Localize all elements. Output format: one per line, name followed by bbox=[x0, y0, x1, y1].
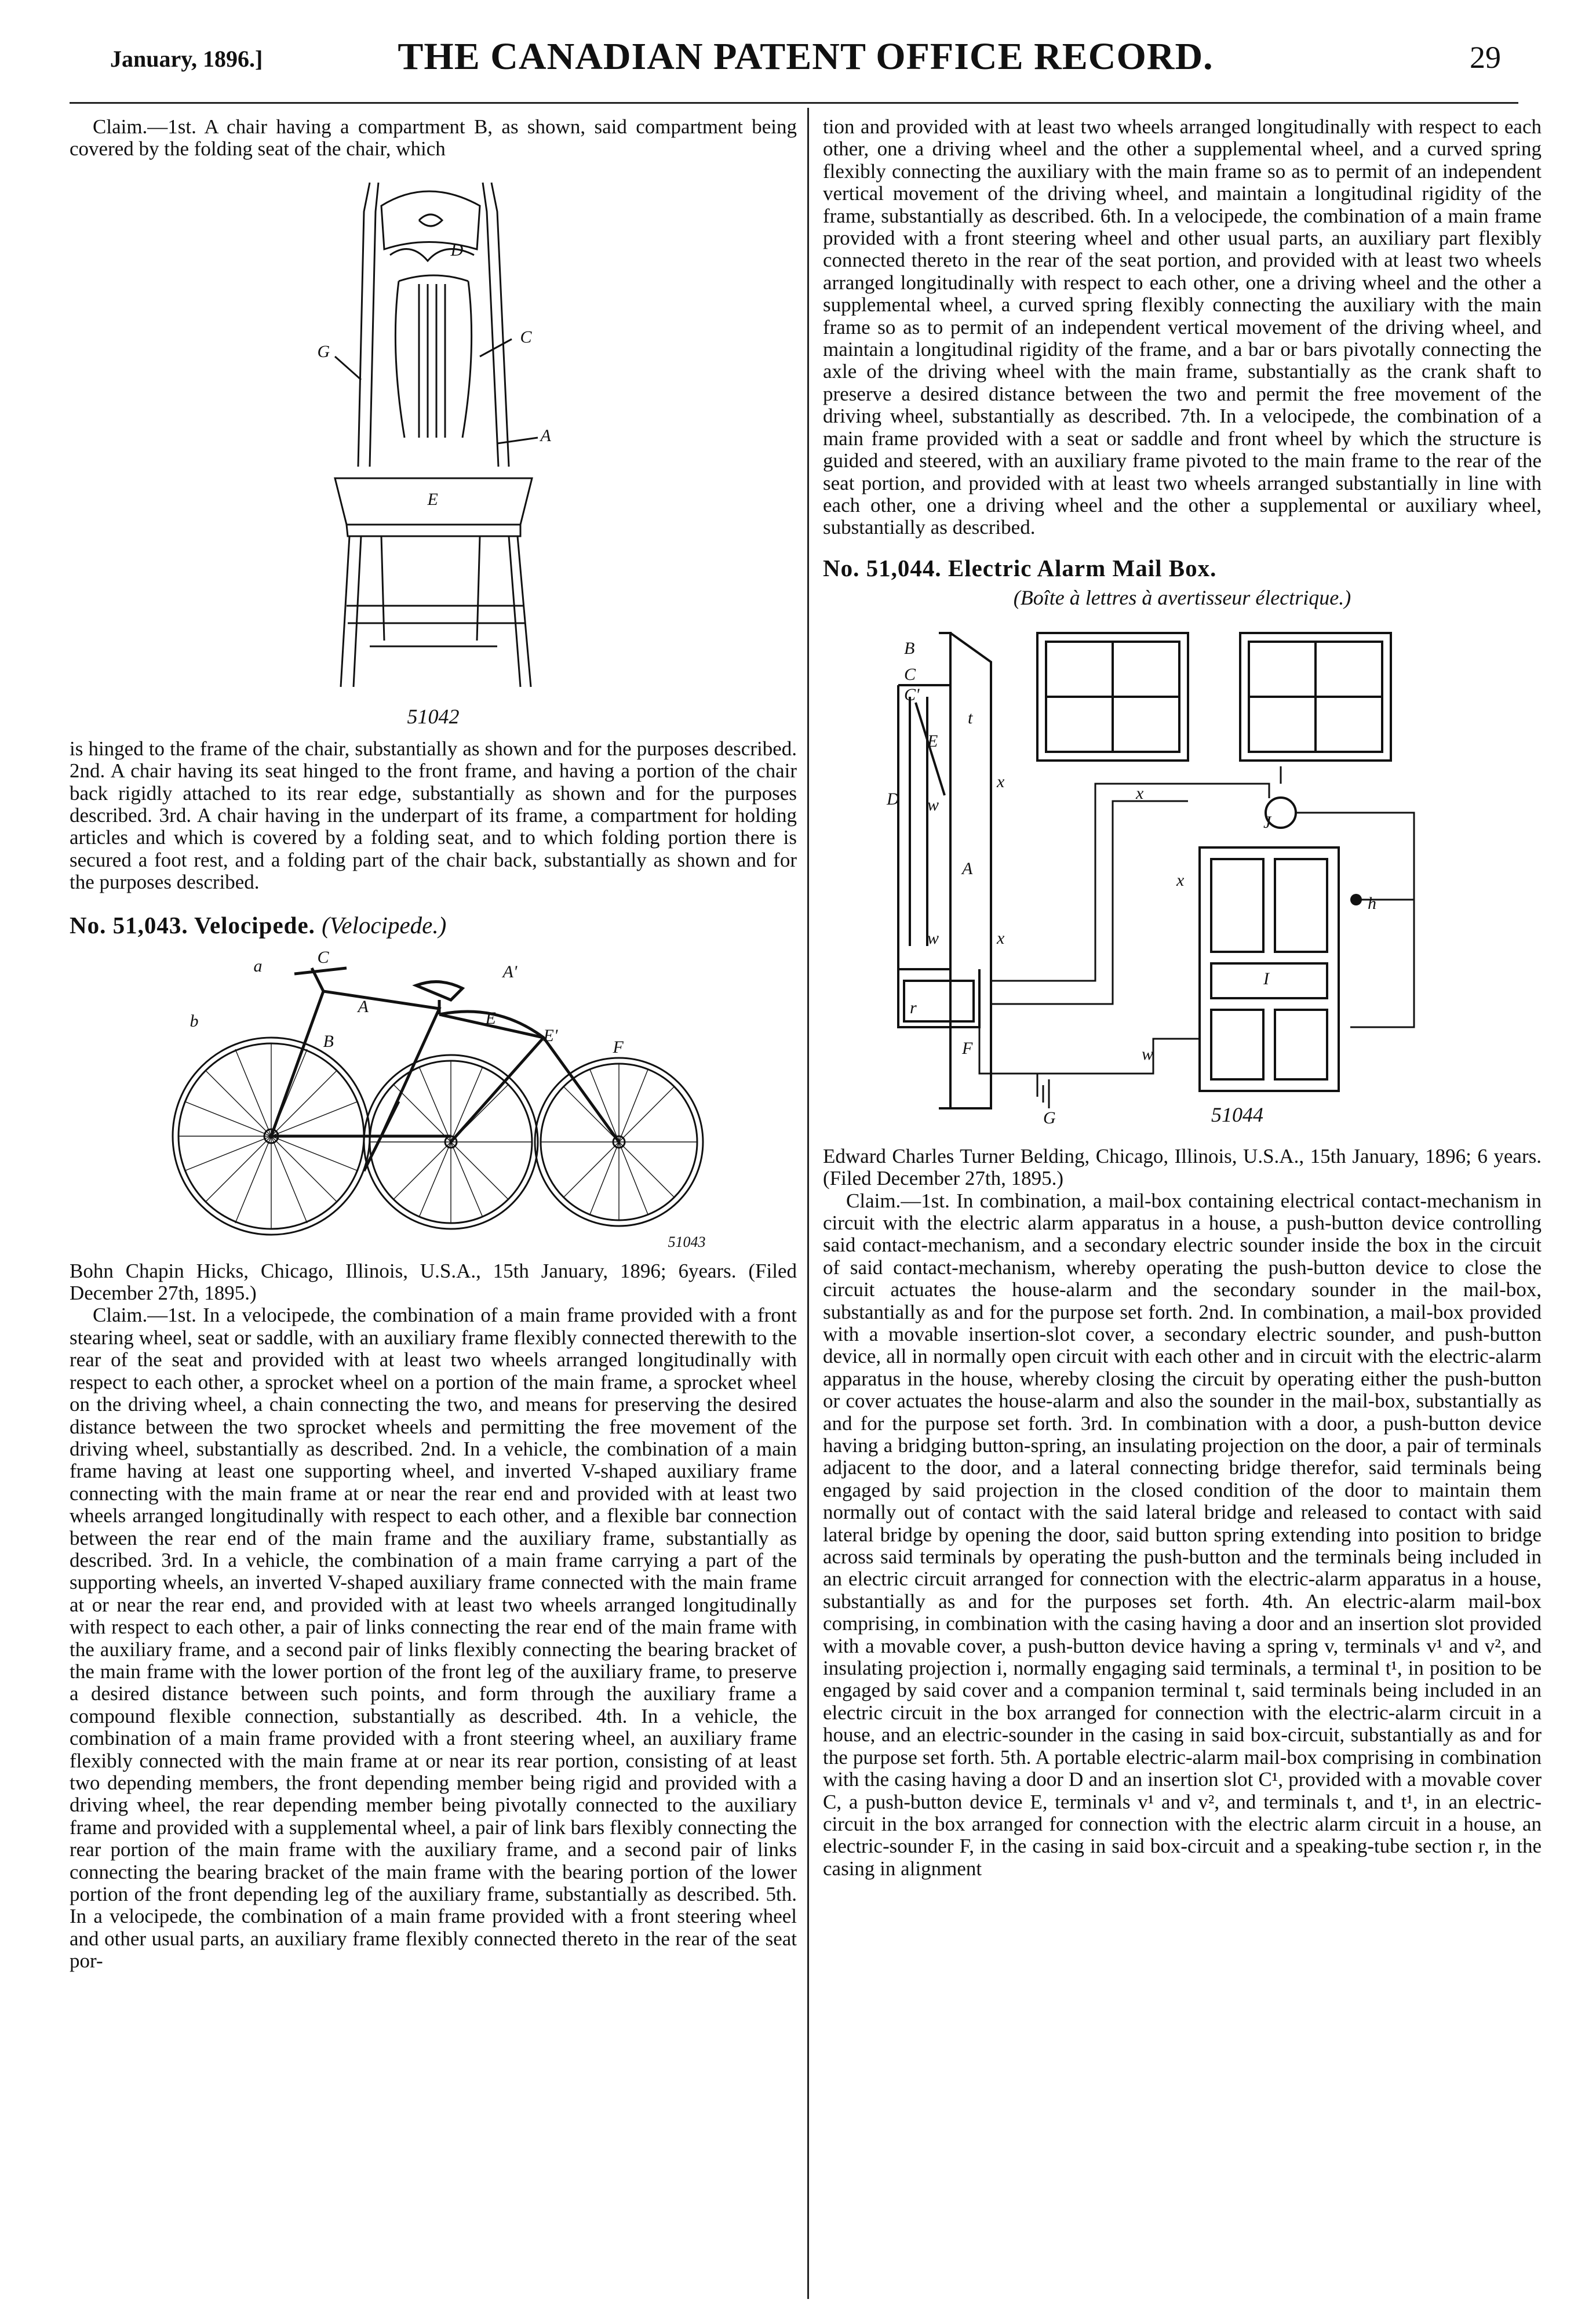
velocipede-patent-number: 51043 bbox=[668, 1233, 706, 1250]
velocipede-entry-title bbox=[70, 911, 797, 939]
chair-label-G: G bbox=[317, 341, 330, 361]
velocipede-title: Velocipede. bbox=[194, 911, 315, 938]
mailbox-label-E: E bbox=[927, 731, 938, 751]
chair-label-E: E bbox=[427, 489, 438, 509]
chair-patent-number: 51042 bbox=[407, 704, 460, 728]
velocipede-number: No. 51,043. bbox=[70, 911, 188, 938]
right-column bbox=[823, 116, 1542, 1880]
velocipede-label-b: b bbox=[190, 1011, 199, 1031]
mailbox-figure bbox=[863, 621, 1501, 1132]
velocipede-figure bbox=[138, 945, 729, 1250]
velocipede-inventor: Bohn Chapin Hicks, Chicago, Illinois, U.S.A., 15th January, 1896; 6years. (Filed December 27th, 1895.) bbox=[70, 1259, 797, 1305]
velocipede-french-title: (Velocipede.) bbox=[322, 911, 447, 938]
mailbox-label-C: C bbox=[904, 664, 916, 684]
chair-illustration bbox=[283, 165, 584, 704]
page-number: 29 bbox=[1470, 40, 1501, 75]
velocipede-label-F: F bbox=[613, 1037, 624, 1057]
mailbox-label-w-lower: w bbox=[927, 928, 939, 948]
mailbox-label-x-upper: x bbox=[997, 772, 1005, 791]
mailbox-label-J: J bbox=[1263, 812, 1271, 832]
mailbox-label-G: G bbox=[1043, 1108, 1056, 1127]
mailbox-label-D: D bbox=[887, 789, 899, 809]
mailbox-label-x-lower: x bbox=[997, 928, 1005, 948]
mailbox-patent-number: 51044 bbox=[1211, 1103, 1263, 1126]
velocipede-label-E: E bbox=[485, 1008, 496, 1028]
header-title: THE CANADIAN PATENT OFFICE RECORD. bbox=[398, 35, 1214, 78]
header-date: January, 1896.] bbox=[110, 46, 263, 72]
velocipede-label-B: B bbox=[323, 1031, 334, 1051]
page-header bbox=[87, 35, 1524, 99]
alarm-french-title: (Boîte à lettres à avertisseur électrique.) bbox=[1013, 585, 1351, 609]
chair-label-D: D bbox=[450, 240, 464, 260]
mailbox-label-h: h bbox=[1368, 893, 1376, 913]
velocipede-claim: Claim.—1st. In a velocipede, the combination of a main frame provided with a front stearing wheel, seat or saddle, with an auxiliary frame flexibly connected therewith to the rear of the seat and provided with at least two wheels arranged longitudinally with respect to each other, a sprocket wheel on a portion of the main frame, a sprocket wheel on the driving wheel, a chain connecting the two, and means for preserving the desired distance between the two sprocket wheels and permitting the free movement of the driving wheel, substantially as described. 2nd. In a vehicle, the combination of a main frame having at least one supporting wheel, and inverted V-shaped auxiliary frame connecting with the main frame at or near the rear end and provided with at least two wheels arranged longitudinally with respect to each other, and a flexible bar connection between the rear end of the main frame and the auxiliary frame, substantially as described. 3rd. In a vehicle, the combination of a main frame carrying a part of the supporting wheels, an inverted V-shaped auxiliary frame connected with the main frame at or near the rear end, and provided with at least two wheels arranged longitudinally with respect to each other, a pair of links connecting the rear end of the main frame with the auxiliary frame, and a second pair of links flexibly connecting the bearing bracket of the main frame with the lower portion of the front leg of the auxiliary frame, to preserve a desired distance between such points, and form through the auxiliary frame a compound flexible connection, substantially as described. 4th. In a vehicle, the combination of a main frame provided with a front steering wheel, an auxiliary frame flexibly connected with the main frame at or near its rear portion, consisting of at least two depending members, the front depending member being rigid and provided with a driving wheel, the rear depending member being pivotally connected to the auxiliary frame and provided with a supplemental wheel, a pair of link bars flexibly connecting the rear portion of the main frame with the auxiliary frame, and a second pair of links connecting the bearing bracket of the main frame with the bearing portion of the lower portion of the front depending leg of the auxiliary frame, substantially as described. 5th. In a velocipede, the combination of a main frame provided with a front steering wheel and other usual parts, an auxiliary frame flexibly connected thereto in the rear of the seat por- bbox=[70, 1304, 797, 1973]
velocipede-label-C: C bbox=[317, 947, 329, 967]
column-divider bbox=[807, 108, 809, 2299]
alarm-claim: Claim.—1st. In combination, a mail-box containing electrical contact-mechanism in circuit with the electric alarm apparatus in a house, a push-button device controlling said contact-mechanism, and a secondary electric sounder inside the box in the circuit of said contact-mechanism, whereby operating the push-button device to close the circuit actuates the house-alarm and the secondary sounder in the mail-box, substantially as and for the purpose set forth. 2nd. In combination, a mail-box provided with a movable insertion-slot cover, a secondary electric sounder, and push-button device, all in normally open circuit with each other and in circuit with the electric-alarm apparatus in the house, whereby closing the circuit by operating either the push-button or cover actuates the house-alarm and also the sounder in the mail-box, substantially as and for the purpose set forth. 3rd. In combination with a door, a push-button device having a bridging button-spring, an insulating projection on the door, a pair of terminals adjacent to the door, and a lateral connecting bridge therefor, said terminals being engaged by said projection in the closed condition of the door to maintain them normally out of contact with the said lateral bridge and released to contact with said lateral bridge by opening the door, said button spring extending into position to bridge across said terminals by operating the push-button and the terminals being included in an electric circuit arranged for connection with the electric-alarm apparatus in a house, substantially as and for the purposes set forth. 4th. An electric-alarm mail-box comprising, in combination with the casing having a door and an insertion slot provided with a movable cover, a push-button device having a spring v, terminals v¹ and v², and insulating projection i, normally engaging said terminals, a terminal t¹, in position to be engaged by said cover and a companion terminal t, said terminals being included in an electric circuit in the box arranged for connection with the electric-alarm circuit in a house, and an electric-sounder in the casing in said box-circuit, substantially as and for the purpose set forth. 5th. A portable electric-alarm mail-box comprising in combination with the casing having a door D and an insertion slot C¹, provided with a movable cover C, a push-button device E, terminals v¹ and v², and terminals t, and t¹, in an electric-circuit in the box arranged for connection with the electric alarm circuit in a house, an electric-sounder F, in the casing in said box-circuit and a speaking-tube section r, in the casing in alignment bbox=[823, 1189, 1542, 1880]
header-rule bbox=[70, 102, 1518, 104]
mailbox-label-w-upper: w bbox=[927, 795, 939, 814]
chair-figure bbox=[283, 165, 584, 704]
chair-label-A: A bbox=[540, 425, 551, 445]
mailbox-label-x-right: x bbox=[1136, 783, 1144, 803]
velocipede-label-A-prime: A' bbox=[502, 962, 518, 981]
left-column bbox=[70, 116, 797, 1973]
velocipede-label-a: a bbox=[253, 956, 263, 976]
mailbox-label-I: I bbox=[1263, 969, 1269, 988]
mailbox-label-C-prime: C' bbox=[904, 685, 920, 704]
alarm-entry-title bbox=[823, 554, 1542, 582]
velocipede-label-E-prime: E' bbox=[543, 1025, 558, 1045]
alarm-number: No. 51,044. bbox=[823, 554, 942, 581]
mailbox-label-x-door: x bbox=[1176, 870, 1185, 890]
velocipede-label-A: A bbox=[358, 996, 369, 1016]
mailbox-label-t: t bbox=[968, 708, 973, 727]
chair-claim-end: is hinged to the frame of the chair, substantially as shown and for the purposes described. 2nd. A chair having its seat hinged to the front frame, and having a portion of the chair back rigidly attached to its rear edge, substantially as shown and for the purposes described. 3rd. A chair having in the underpart of its frame, a compartment for holding articles and which is covered by a folding seat, and to which folding portion there is secured a foot rest, and a folding part of the chair back, substantially as shown and for the purposes described. bbox=[70, 737, 797, 894]
chair-label-C: C bbox=[520, 327, 532, 347]
alarm-inventor: Edward Charles Turner Belding, Chicago, Illinois, U.S.A., 15th January, 1896; 6 years. (Filed December 27th, 1895.) bbox=[823, 1144, 1542, 1190]
velocipede-claim-continued: tion and provided with at least two wheels arranged longitudinally with respect to each other, one a driving wheel and the other a supplemental wheel, and a curved spring flexibly connecting the auxiliary with the main frame so as to permit of an independent vertical movement of the driving wheel, and maintain a longitudinal rigidity of the frame, substantially as described. 6th. In a velocipede, the combination of a main frame provided with a front steering wheel and other usual parts, an auxiliary part flexibly connected thereto in the rear of the seat portion, and provided with at least two wheels arranged longitudinally with respect to each other, one a driving wheel and the other a supplemental wheel, a curved spring flexibly connecting the auxiliary with the main frame so as to permit of an independent vertical movement of the driving wheel, and maintain a longitudinal rigidity of the frame, and a bar or bars pivotally connecting the axle of the driving wheel with the main frame, substantially as the crank shaft to preserve a desired distance between the two and permit the free movement of the driving wheel, substantially as described. 7th. In a velocipede, the combination of a main frame provided with a seat or saddle and front wheel by which the structure is guided and steered, with an auxiliary frame pivoted to the main frame to the rear of the seat portion, and provided with at least two wheels arranged substantially in line with each other, one a driving wheel and the other a supplemental or auxiliary wheel, substantially as described. bbox=[823, 115, 1542, 539]
mailbox-label-r: r bbox=[910, 998, 917, 1017]
mailbox-label-B: B bbox=[904, 638, 915, 658]
velocipede-illustration bbox=[138, 945, 729, 1246]
mailbox-label-F: F bbox=[962, 1038, 973, 1058]
chair-claim-start: Claim.—1st. A chair having a compartment B, as shown, said compartment being covered by the folding seat of the chair, which bbox=[70, 115, 797, 161]
mailbox-label-A: A bbox=[962, 858, 973, 878]
mailbox-label-w-bottom: w bbox=[1142, 1044, 1154, 1064]
alarm-title: Electric Alarm Mail Box. bbox=[948, 554, 1217, 581]
